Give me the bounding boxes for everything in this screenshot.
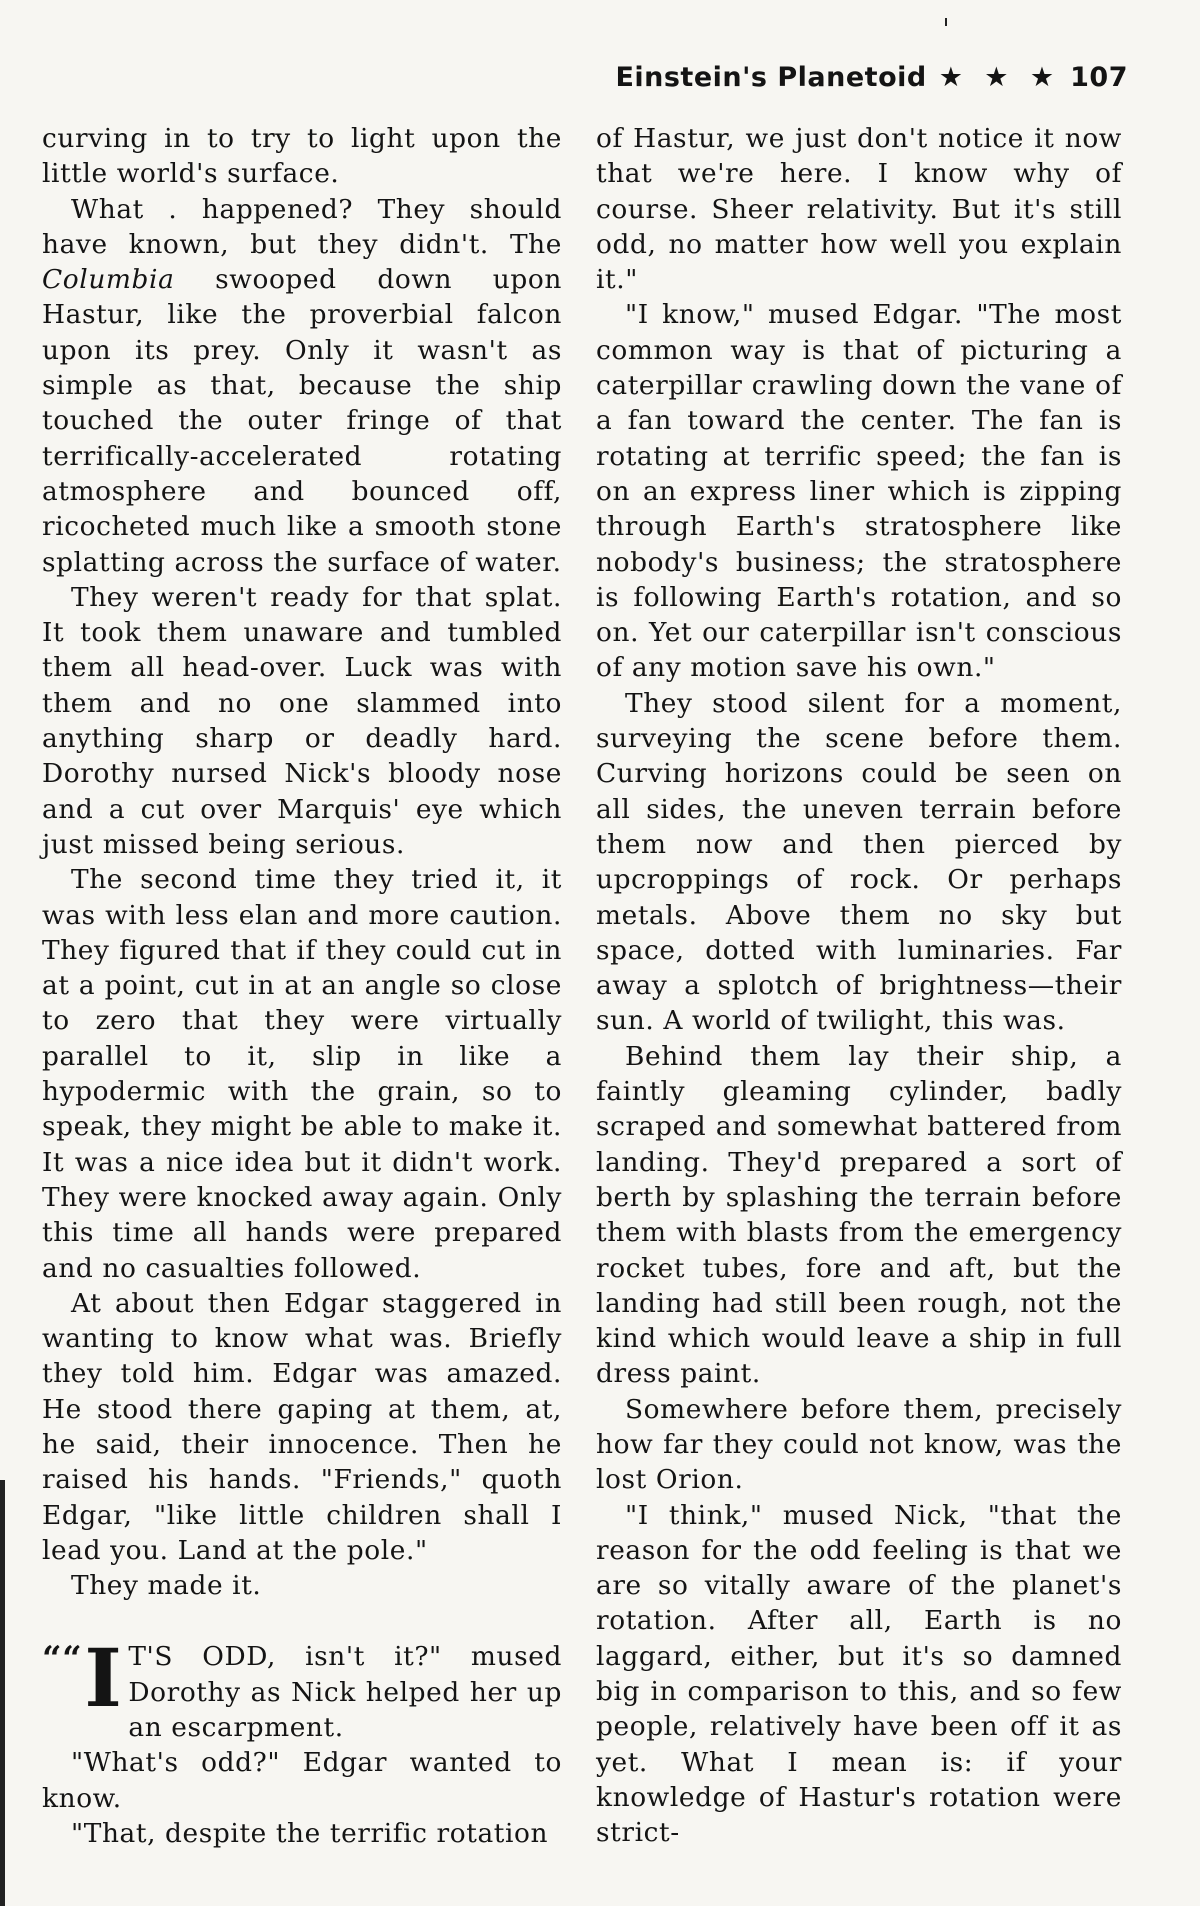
running-head-title: Einstein's Planetoid [615, 62, 927, 93]
paragraph: They stood silent for a moment, surveying the scene before them. Curving horizons could be seen on all sides, the uneven terrain before them now and then pierced by upcroppings of rock. Or perhaps metals. Above them no sky but space, dotted with luminaries. Far away a splotch of brightness—their sun. A world of twilight, this was. [596, 687, 1122, 1037]
running-head [615, 62, 1128, 93]
scan-edge-shadow [0, 1480, 5, 1906]
paragraph: Somewhere before them, precisely how far they could not know, was the lost Orion. [596, 1393, 1122, 1496]
paragraph: of Hastur, we just don't notice it now that we're here. I know why of course. Sheer relativity. But it's still odd, no matter how well you explain it." [596, 123, 1122, 296]
ship-name: Columbia [42, 264, 175, 296]
left-column [42, 121, 562, 1851]
paragraph: "I know," mused Edgar. "The most common way is that of picturing a caterpillar crawling down the vane of a fan toward the center. The fan is rotating at terrific speed; the fan is on an express liner which is zipping through Earth's stratosphere like nobody's business; the stratosphere is following Earth's rotation, and so on. Yet our caterpillar isn't conscious of any motion save his own." [596, 299, 1122, 684]
paragraph: curving in to try to light upon the little world's surface. [42, 123, 562, 190]
opening-quote-mark: ““ [42, 1639, 83, 1680]
paragraph: They made it. [71, 1570, 262, 1602]
paragraph [42, 192, 562, 580]
paragraph: At about then Edgar staggered in wanting to know what was. Briefly they told him. Edgar was amazed. He stood there gaping at them, at, he said, their innocence. Then he raised his hands. "Friends," quoth Edgar, "like little children shall I lead you. Land at the pole." [42, 1287, 562, 1566]
paragraph: "That, despite the terrific rotation [71, 1817, 549, 1849]
paragraph: The second time they tried it, it was with less elan and more caution. They figured that if they could cut in at a point, cut in at an angle so close to zero that they were virtually parallel to it, slip in like a hypodermic with the grain, so to speak, they might be able to make it. It was a nice idea but it didn't work. They were knocked away again. Only this time all hands were prepared and no casualties followed. [42, 864, 562, 1284]
paragraph: "What's odd?" Edgar wanted to know. [42, 1747, 562, 1814]
paragraph: "I think," mused Nick, "that the reason for the odd feeling is that we are so vitally aware of the planet's rotation. After all, Earth is no laggard, either, but it's so damned big in comparison to this, and so few people, relatively have been off it as yet. What I mean is: if your knowledge of Hastur's rotation were strict- [596, 1499, 1122, 1849]
paragraph-text: What . happened? They should have known, but they didn't. The [42, 193, 562, 260]
section-opening-paragraph [42, 1631, 562, 1745]
page-number: 107 [1070, 62, 1128, 93]
drop-cap: I [84, 1631, 123, 1726]
paragraph-text: T'S ODD, isn't it?" mused Dorothy as Nick helped her up an escarpment. [128, 1641, 562, 1744]
paragraph: Behind them lay their ship, a faintly gleaming cylinder, badly scraped and somewhat battered from landing. They'd prepared a sort of berth by splashing the terrain before them with blasts from the emergency rocket tubes, fore and aft, but the landing had still been rough, not the kind which would leave a ship in full dress paint. [596, 1040, 1122, 1390]
scan-speck [945, 18, 947, 26]
right-column [596, 121, 1122, 1851]
star-ornaments-icon: ★ ★ ★ [938, 62, 1061, 93]
paragraph: They weren't ready for that splat. It took them unaware and tumbled them all head-over. Luck was with them and no one slammed into anything sharp or deadly hard. Dorothy nursed Nick's bloody nose and a cut over Marquis' eye which just missed being serious. [42, 581, 562, 860]
paragraph-text: swooped down upon Hastur, like the proverbial falcon upon its prey. Only it wasn't as simple as that, because the ship touched the outer fringe of that terrifically-accelerated rotating atmosphere and bounced off, ricocheted much like a smooth stone splatting across the surface of water. [42, 264, 562, 578]
